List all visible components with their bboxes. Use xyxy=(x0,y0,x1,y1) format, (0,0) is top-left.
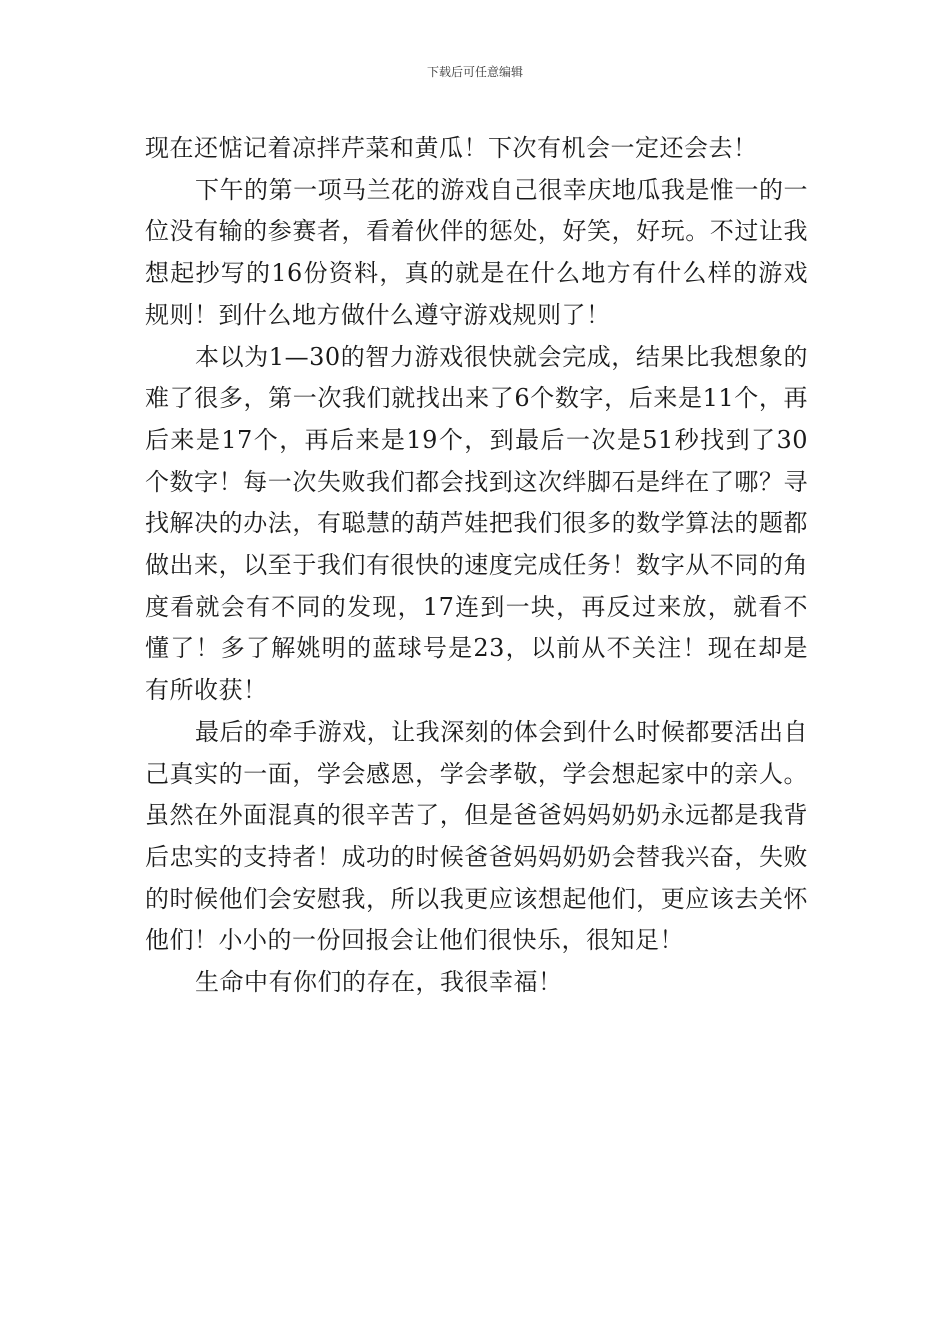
paragraph-3: 本以为1—30的智力游戏很快就会完成，结果比我想象的难了很多，第一次我们就找出来了6个数字，后来是11个，再后来是17个，再后来是19个，到最后一次是51秒找到了30个数字！每一次失败我们都会找到这次绊脚石是绊在了哪？寻找解决的办法，有聪慧的葫芦娃把我们很多的数学算法的题都做出来，以至于我们有很快的速度完成任务！数字从不同的角度看就会有不同的发现，17连到一块，再反过来放，就看不懂了！多了解姚明的蓝球号是23，以前从不关注！现在却是有所收获！ xyxy=(145,342,808,705)
document-body xyxy=(145,128,808,1004)
paragraph-1: 现在还惦记着凉拌芹菜和黄瓜！下次有机会一定还会去！ xyxy=(145,134,758,162)
paragraph-5: 生命中有你们的存在，我很幸福！ xyxy=(195,968,563,997)
paragraph-4: 最后的牵手游戏，让我深刻的体会到什么时候都要活出自己真实的一面，学会感恩，学会孝敬，学会想起家中的亲人。虽然在外面混真的很辛苦了，但是爸爸妈妈奶奶永远都是我背后忠实的支持者！成功的时候爸爸妈妈奶奶会替我兴奋，失败的时候他们会安慰我，所以我更应该想起他们，更应该去关怀他们！小小的一份回报会让他们很快乐，很知足！ xyxy=(145,717,808,955)
page-header: 下载后可任意编辑 xyxy=(426,65,523,79)
paragraph-2: 下午的第一项马兰花的游戏自己很幸庆地瓜我是惟一的一位没有输的参赛者，看着伙伴的惩处，好笑，好玩。不过让我想起抄写的16份资料，真的就是在什么地方有什么样的游戏规则！到什么地方做什么遵守游戏规则了！ xyxy=(145,175,808,329)
